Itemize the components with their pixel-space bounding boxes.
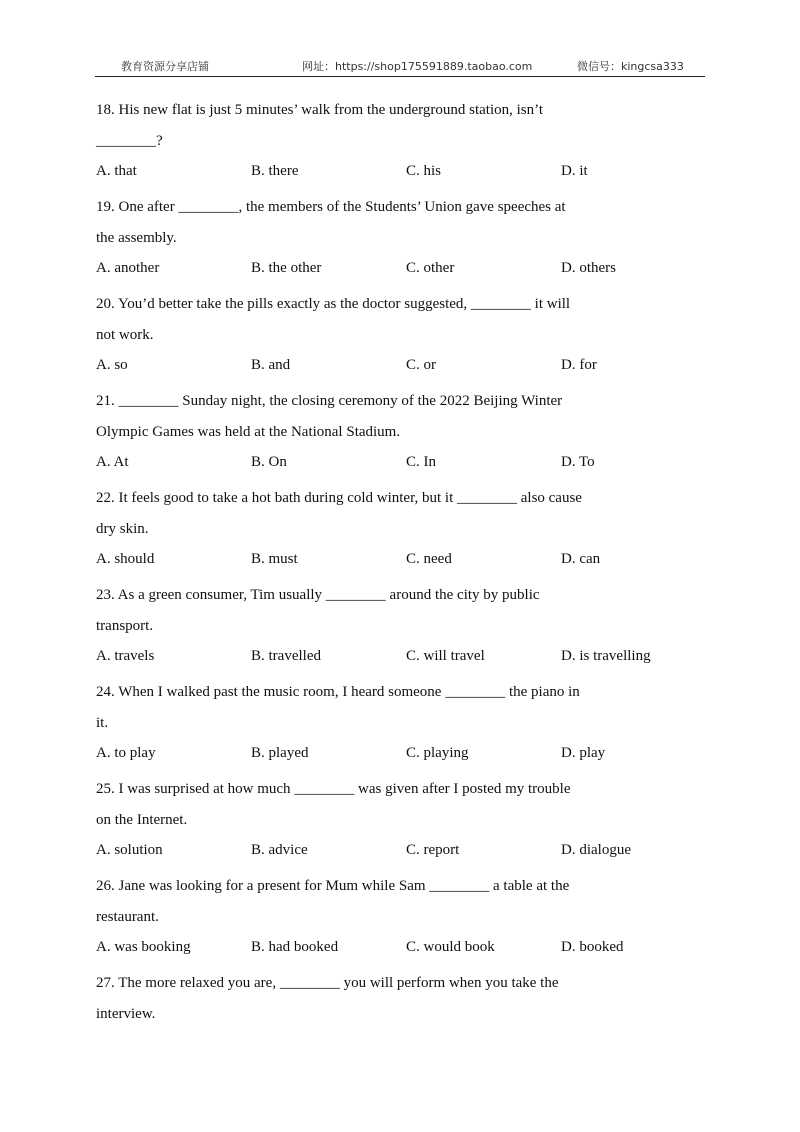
option-c: C. In <box>406 454 436 470</box>
option-d: D. play <box>561 745 606 761</box>
question-text-line: transport. <box>96 618 154 634</box>
option-d: D. for <box>561 357 597 373</box>
question-text-line: 26. Jane was looking for a present for Mum while Sam ________ a table at the <box>96 878 570 894</box>
option-a: A. was booking <box>96 939 191 955</box>
question-26 <box>96 871 716 968</box>
option-a: A. At <box>96 454 129 470</box>
question-text-line: not work. <box>96 327 154 343</box>
option-d: D. can <box>561 551 601 567</box>
option-c: C. playing <box>406 745 469 761</box>
question-text-line: Olympic Games was held at the National Stadium. <box>96 424 401 440</box>
question-text-line: restaurant. <box>96 909 159 925</box>
option-b: B. On <box>251 454 287 470</box>
question-text-line: on the Internet. <box>96 812 188 828</box>
option-b: B. the other <box>251 260 322 276</box>
question-18 <box>96 95 716 192</box>
option-c: C. would book <box>406 939 495 955</box>
question-27 <box>96 968 716 1030</box>
option-b: B. advice <box>251 842 308 858</box>
option-d: D. is travelling <box>561 648 651 664</box>
option-a: A. that <box>96 163 137 179</box>
option-c: C. other <box>406 260 455 276</box>
option-a: A. to play <box>96 745 156 761</box>
question-text-line: 23. As a green consumer, Tim usually ________ around the city by public <box>96 587 540 603</box>
question-text-line: 27. The more relaxed you are, ________ you will perform when you take the <box>96 975 559 991</box>
question-text-line: ________? <box>96 133 163 149</box>
option-d: D. it <box>561 163 588 179</box>
question-22 <box>96 483 716 580</box>
option-d: D. booked <box>561 939 624 955</box>
header-website: 网址：https://shop175591889.taobao.com <box>302 60 533 73</box>
question-text-line: 20. You’d better take the pills exactly as the doctor suggested, ________ it will <box>96 296 571 312</box>
question-text-line: 22. It feels good to take a hot bath during cold winter, but it ________ also cause <box>96 490 582 506</box>
option-c: C. need <box>406 551 452 567</box>
question-20 <box>96 289 716 386</box>
question-23 <box>96 580 716 677</box>
answer-options <box>96 739 716 774</box>
answer-options <box>96 836 716 871</box>
option-b: B. travelled <box>251 648 321 664</box>
question-text-line: dry skin. <box>96 521 149 537</box>
answer-options <box>96 157 716 192</box>
answer-options <box>96 351 716 386</box>
question-text-line: 19. One after ________, the members of the Students’ Union gave speeches at <box>96 199 566 215</box>
question-text-line: it. <box>96 715 109 731</box>
option-d: D. dialogue <box>561 842 631 858</box>
option-b: B. played <box>251 745 309 761</box>
option-c: C. his <box>406 163 442 179</box>
question-24 <box>96 677 716 774</box>
question-list <box>96 95 716 1030</box>
option-a: A. another <box>96 260 160 276</box>
option-a: A. solution <box>96 842 163 858</box>
answer-options <box>96 545 716 580</box>
answer-options <box>96 933 716 968</box>
option-a: A. so <box>96 357 128 373</box>
question-text-line: the assembly. <box>96 230 177 246</box>
page-header <box>95 56 705 77</box>
option-b: B. had booked <box>251 939 339 955</box>
answer-options <box>96 254 716 289</box>
question-21 <box>96 386 716 483</box>
question-25 <box>96 774 716 871</box>
option-b: B. and <box>251 357 291 373</box>
header-store-name: 教育资源分享店铺 <box>121 60 209 73</box>
question-text-line: 21. ________ Sunday night, the closing ceremony of the 2022 Beijing Winter <box>96 393 563 409</box>
question-text-line: 25. I was surprised at how much ________ was given after I posted my trouble <box>96 781 571 797</box>
option-d: D. others <box>561 260 616 276</box>
question-text-line: 18. His new flat is just 5 minutes’ walk from the underground station, isn’t <box>96 102 544 118</box>
question-text-line: interview. <box>96 1006 156 1022</box>
answer-options <box>96 448 716 483</box>
option-a: A. should <box>96 551 155 567</box>
option-c: C. will travel <box>406 648 485 664</box>
option-d: D. To <box>561 454 595 470</box>
question-19 <box>96 192 716 289</box>
option-a: A. travels <box>96 648 155 664</box>
option-b: B. there <box>251 163 299 179</box>
answer-options <box>96 642 716 677</box>
question-text-line: 24. When I walked past the music room, I heard someone ________ the piano in <box>96 684 580 700</box>
option-c: C. or <box>406 357 436 373</box>
option-c: C. report <box>406 842 460 858</box>
header-wechat: 微信号：kingcsa333 <box>577 60 684 73</box>
option-b: B. must <box>251 551 298 567</box>
